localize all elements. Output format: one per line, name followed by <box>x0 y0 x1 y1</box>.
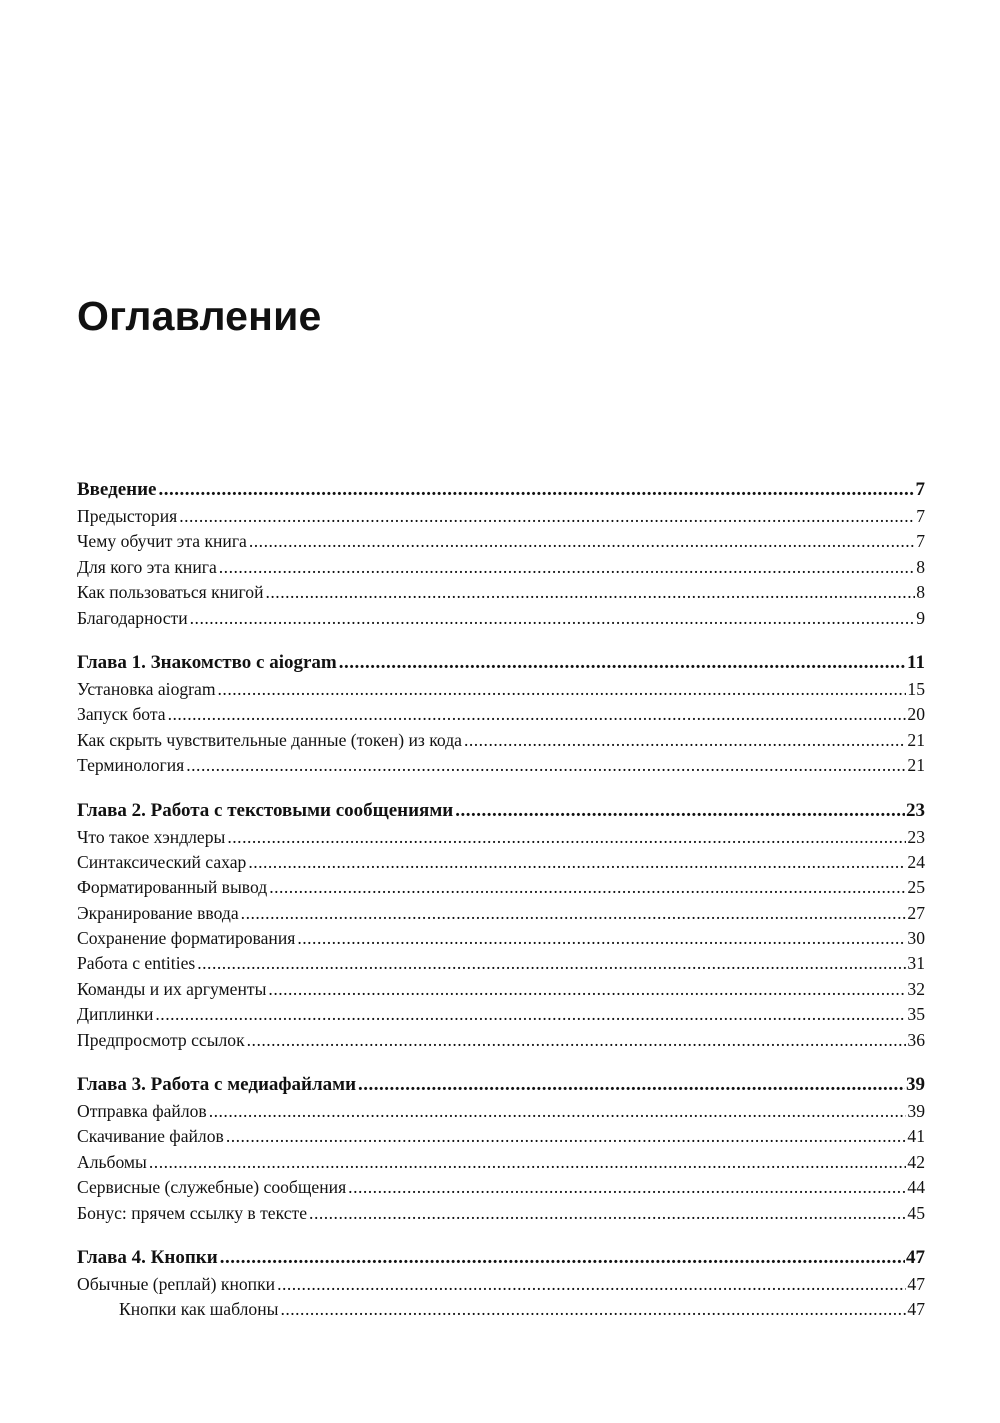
toc-page-number: 15 <box>907 678 925 699</box>
toc-chapter-entry[interactable] <box>77 1071 925 1099</box>
dot-leader <box>464 728 906 753</box>
toc-page-number: 25 <box>907 877 925 898</box>
toc-chapter-entry[interactable] <box>77 797 925 825</box>
toc-entry-title: Синтаксический сахар <box>77 851 247 872</box>
toc-page-number: 39 <box>907 1101 925 1122</box>
toc-entry[interactable] <box>77 1272 925 1297</box>
toc-entry[interactable] <box>77 580 925 605</box>
dot-leader <box>277 1272 906 1297</box>
dot-leader <box>226 1124 907 1149</box>
toc-page-number: 47 <box>907 1299 925 1320</box>
toc-section-chapter-1 <box>77 649 925 779</box>
toc-entry[interactable] <box>77 555 925 580</box>
dot-leader <box>197 951 906 976</box>
toc-entry-title: Форматированный вывод <box>77 877 268 898</box>
dot-leader <box>186 753 906 778</box>
dot-leader <box>268 977 906 1002</box>
toc-page-number: 21 <box>907 755 925 776</box>
toc-page-number: 41 <box>907 1126 925 1147</box>
toc-page-number: 23 <box>907 826 925 847</box>
toc-page-number: 42 <box>907 1151 925 1172</box>
toc-chapter-title: Глава 3. Работа с медиафайлами <box>77 1074 357 1096</box>
toc-page-number: 11 <box>907 651 925 673</box>
page-title: Оглавление <box>77 293 322 339</box>
toc-page-number: 31 <box>907 953 925 974</box>
toc-entry-title: Установка aiogram <box>77 678 216 699</box>
toc-page-number: 9 <box>916 607 925 628</box>
toc-entry-title: Сервисные (служебные) сообщения <box>77 1177 347 1198</box>
dot-leader <box>455 797 905 825</box>
toc-page-number: 32 <box>907 978 925 999</box>
dot-leader <box>309 1201 906 1226</box>
toc-entry-title: Что такое хэндлеры <box>77 826 226 847</box>
toc-entry[interactable] <box>77 728 925 753</box>
toc-entry-title: Обычные (реплай) кнопки <box>77 1273 276 1294</box>
toc-page-number: 8 <box>916 556 925 577</box>
dot-leader <box>269 875 906 900</box>
dot-leader <box>280 1297 906 1322</box>
table-of-contents <box>77 476 925 1323</box>
toc-entry-title: Запуск бота <box>77 704 166 725</box>
dot-leader <box>248 850 906 875</box>
toc-entry-title: Бонус: прячем ссылку в тексте <box>77 1202 308 1223</box>
dot-leader <box>218 677 907 702</box>
dot-leader <box>358 1071 905 1099</box>
toc-page-number: 21 <box>907 729 925 750</box>
dot-leader <box>149 1150 907 1175</box>
dot-leader <box>339 649 906 677</box>
toc-subentry[interactable] <box>77 1297 925 1322</box>
dot-leader <box>179 504 915 529</box>
toc-entry[interactable] <box>77 504 925 529</box>
dot-leader <box>209 1099 907 1124</box>
toc-section-introduction <box>77 476 925 631</box>
toc-entry-title: Команды и их аргументы <box>77 978 267 999</box>
dot-leader <box>266 580 916 605</box>
toc-entry-title: Как пользоваться книгой <box>77 582 264 603</box>
toc-entry-title: Работа с entities <box>77 953 196 974</box>
toc-entry[interactable] <box>77 1124 925 1149</box>
toc-entry[interactable] <box>77 1028 925 1053</box>
toc-page-number: 30 <box>907 928 925 949</box>
toc-page-number: 47 <box>906 1246 925 1268</box>
toc-entry[interactable] <box>77 1099 925 1124</box>
dot-leader <box>249 529 915 554</box>
toc-entry[interactable] <box>77 1201 925 1226</box>
toc-entry[interactable] <box>77 529 925 554</box>
toc-page-number: 7 <box>915 479 925 500</box>
dot-leader <box>297 926 906 951</box>
toc-entry-title: Альбомы <box>77 1151 147 1172</box>
toc-entry-title: Скачивание файлов <box>77 1126 224 1147</box>
toc-entry[interactable] <box>77 1150 925 1175</box>
toc-entry[interactable] <box>77 1175 925 1200</box>
dot-leader <box>159 476 915 504</box>
toc-page-number: 39 <box>906 1074 925 1096</box>
dot-leader <box>348 1175 906 1200</box>
toc-page-number: 45 <box>907 1202 925 1223</box>
toc-page-number: 8 <box>916 582 925 603</box>
toc-entry-title: Благодарности <box>77 607 188 628</box>
dot-leader <box>155 1002 906 1027</box>
toc-entry[interactable] <box>77 875 925 900</box>
toc-entry-title: Кнопки как шаблоны <box>119 1299 279 1320</box>
toc-entry-title: Предыстория <box>77 506 178 526</box>
toc-entry-title: Как скрыть чувствительные данные (токен) из кода <box>77 729 462 750</box>
toc-entry-title: Чему обучит эта книга <box>77 531 247 552</box>
toc-entry-title: Экранирование ввода <box>77 902 239 923</box>
toc-entry[interactable] <box>77 901 925 926</box>
toc-entry[interactable] <box>77 951 925 976</box>
toc-entry[interactable] <box>77 702 925 727</box>
toc-chapter-entry[interactable] <box>77 649 925 677</box>
toc-chapter-title: Глава 1. Знакомство с aiogram <box>77 651 337 673</box>
toc-chapter-entry[interactable] <box>77 1244 925 1272</box>
dot-leader <box>190 606 916 631</box>
dot-leader <box>219 555 915 580</box>
toc-entry[interactable] <box>77 606 925 631</box>
toc-entry[interactable] <box>77 977 925 1002</box>
toc-section-chapter-4 <box>77 1244 925 1323</box>
toc-page-number: 47 <box>907 1273 925 1294</box>
dot-leader <box>247 1028 907 1053</box>
toc-page-number: 27 <box>907 902 925 923</box>
toc-page-number: 35 <box>907 1004 925 1025</box>
toc-page-number: 7 <box>916 506 925 526</box>
toc-entry-title: Предпросмотр ссылок <box>77 1029 245 1050</box>
toc-chapter-entry[interactable] <box>77 476 925 504</box>
toc-entry-title: Диплинки <box>77 1004 154 1025</box>
toc-page-number: 24 <box>907 851 925 872</box>
toc-page-number: 44 <box>907 1177 925 1198</box>
toc-page-number: 23 <box>906 799 925 821</box>
toc-entry[interactable] <box>77 753 925 778</box>
dot-leader <box>168 702 907 727</box>
toc-entry[interactable] <box>77 1002 925 1027</box>
toc-entry[interactable] <box>77 677 925 702</box>
toc-section-chapter-3 <box>77 1071 925 1226</box>
toc-entry[interactable] <box>77 926 925 951</box>
toc-section-chapter-2 <box>77 797 925 1054</box>
toc-entry[interactable] <box>77 825 925 850</box>
toc-page-number: 36 <box>907 1029 925 1050</box>
toc-chapter-title: Введение <box>77 479 157 500</box>
toc-chapter-title: Глава 4. Кнопки <box>77 1246 218 1268</box>
toc-chapter-title: Глава 2. Работа с текстовыми сообщениями <box>77 799 454 821</box>
toc-entry[interactable] <box>77 850 925 875</box>
toc-entry-title: Сохранение форматирования <box>77 928 296 949</box>
toc-entry-title: Отправка файлов <box>77 1101 207 1122</box>
toc-entry-title: Терминология <box>77 755 185 776</box>
dot-leader <box>241 901 907 926</box>
toc-page-number: 20 <box>907 704 925 725</box>
dot-leader <box>227 825 906 850</box>
toc-page-number: 7 <box>916 531 925 552</box>
toc-entry-title: Для кого эта книга <box>77 556 217 577</box>
dot-leader <box>220 1244 905 1272</box>
